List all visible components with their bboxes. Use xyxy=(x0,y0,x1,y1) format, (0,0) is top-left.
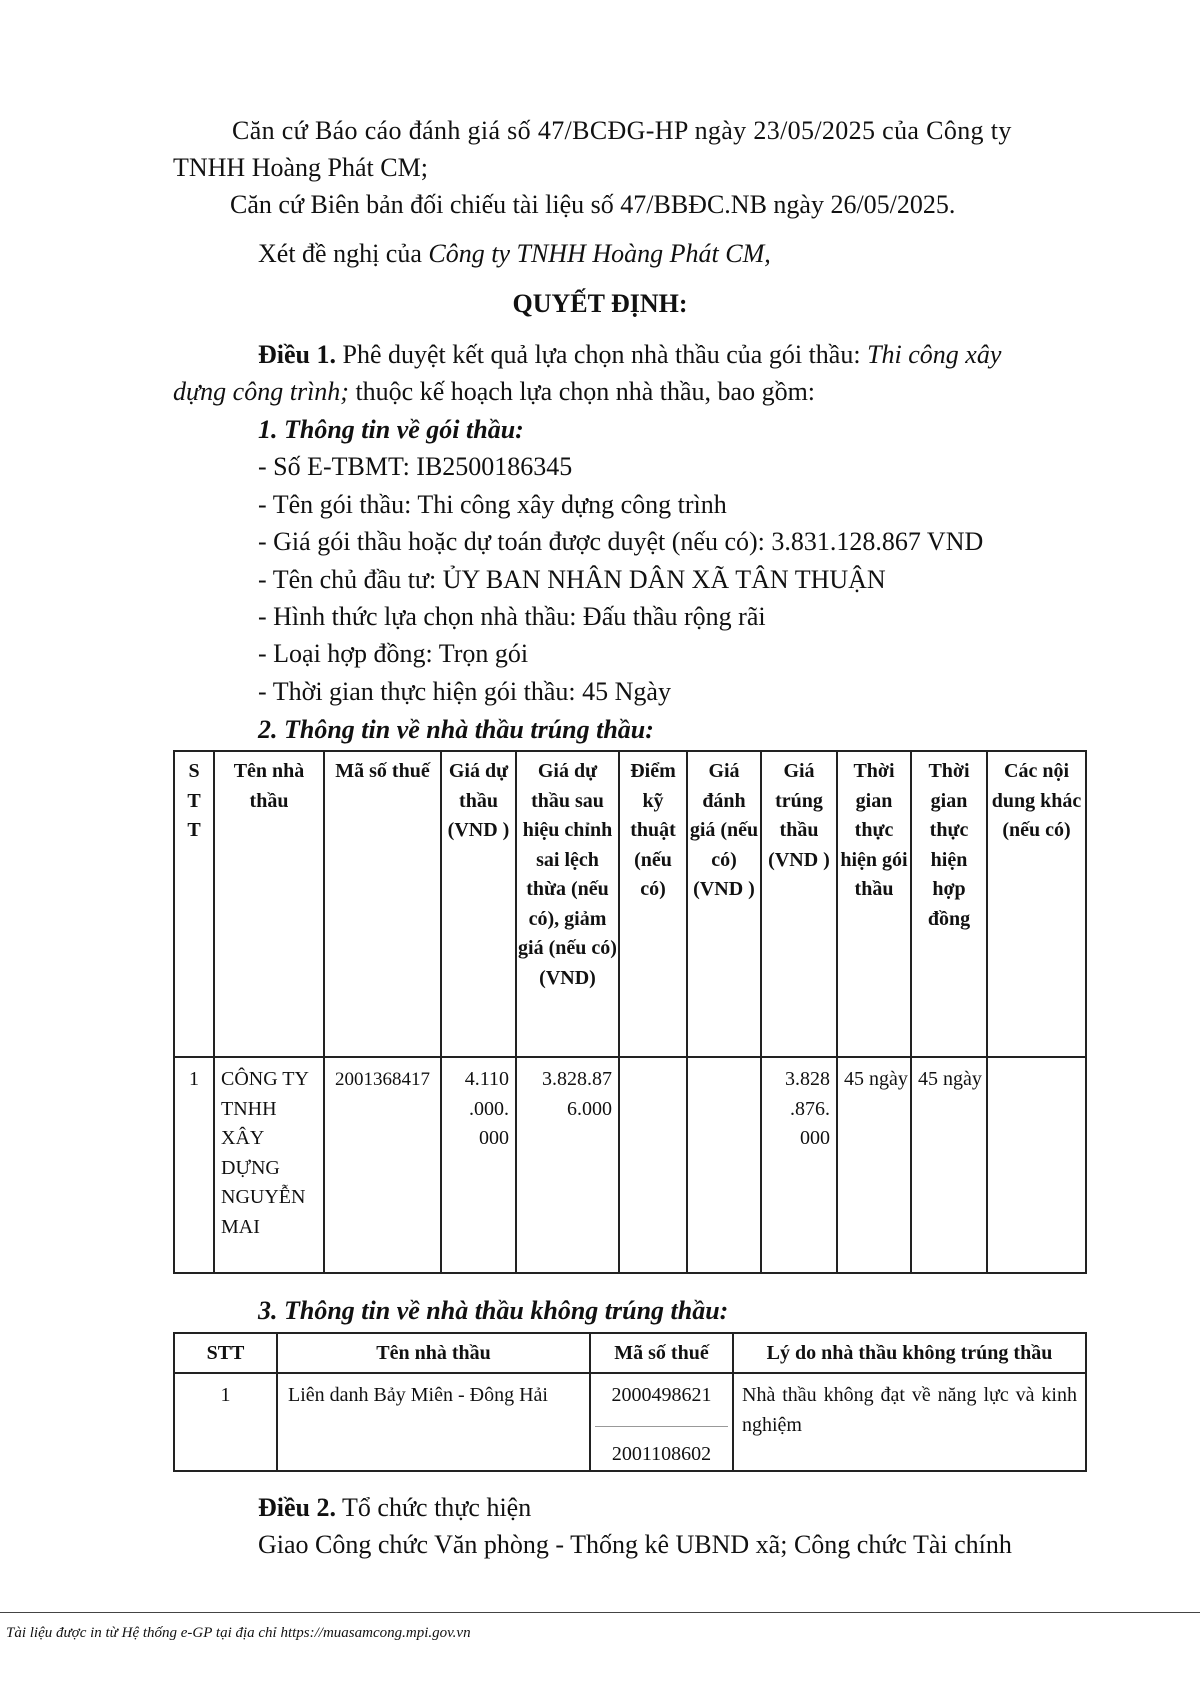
col-header-package-duration: Thời gian thực hiện gói thầu xyxy=(837,751,911,1057)
col-header-bid-price: Giá dự thầu (VND ) xyxy=(441,751,516,1057)
article1-text-b: thuộc kế hoạch lựa chọn nhà thầu, bao gồm: xyxy=(348,377,816,406)
col-header-contractor-name: Tên nhà thầu xyxy=(277,1333,590,1373)
cell-contractor-name: CÔNG TY TNHH XÂY DỰNG NGUYỄN MAI xyxy=(214,1057,324,1273)
proposal-org: Công ty TNHH Hoàng Phát CM, xyxy=(428,239,771,268)
col-header-contract-duration: Thời gian thực hiện hợp đồng xyxy=(911,751,987,1057)
col-header-rejection-reason: Lý do nhà thầu không trúng thầu xyxy=(733,1333,1086,1373)
col-header-stt: S T T xyxy=(174,751,214,1057)
cell-winning-price: 3.828 .876. 000 xyxy=(761,1057,837,1273)
col-header-adjusted-price: Giá dự thầu sau hiệu chỉnh sai lệch thừa (nếu có), giảm giá (nếu có) (VND) xyxy=(516,751,619,1057)
table-row xyxy=(174,1057,1086,1273)
package-info-item: - Thời gian thực hiện gói thầu: 45 Ngày xyxy=(258,677,671,706)
article1-text-a: Phê duyệt kết quả lựa chọn nhà thầu của gói thầu: xyxy=(336,340,868,369)
cell-other xyxy=(987,1057,1086,1273)
article1-package-a: Thi công xây xyxy=(867,340,1002,369)
package-info-item: - Giá gói thầu hoặc dự toán được duyệt (nếu có): 3.831.128.867 VND xyxy=(258,527,984,556)
cell-rejection-reason: Nhà thầu không đạt về năng lực và kinh nghiệm xyxy=(733,1373,1086,1471)
package-info-item: - Số E-TBMT: IB2500186345 xyxy=(258,452,573,481)
col-header-tax-code: Mã số thuế xyxy=(324,751,441,1057)
cell-tax-code: 2001368417 xyxy=(324,1057,441,1273)
article2-line2: Giao Công chức Văn phòng - Thống kê UBND xã; Công chức Tài chính xyxy=(258,1530,1012,1559)
package-info-item: - Loại hợp đồng: Trọn gói xyxy=(258,639,529,668)
article1-line2 xyxy=(173,376,815,408)
cell-evaluated-price xyxy=(687,1057,761,1273)
col-header-stt: STT xyxy=(174,1333,277,1373)
col-header-tax-code: Mã số thuế xyxy=(590,1333,733,1373)
table-row xyxy=(174,1373,1086,1471)
footer-note: Tài liệu được in từ Hệ thống e-GP tại địa chỉ https://muasamcong.mpi.gov.vn xyxy=(6,1625,471,1641)
cell-technical-score xyxy=(619,1057,687,1273)
cell-contractor-name: Liên danh Bảy Miên - Đông Hải xyxy=(277,1373,590,1471)
cell-tax-codes xyxy=(590,1373,733,1471)
col-header-evaluated-price: Giá đánh giá (nếu có) (VND ) xyxy=(687,751,761,1057)
tax-code-2: 2001108602 xyxy=(595,1426,728,1469)
cell-package-duration: 45 ngày xyxy=(837,1057,911,1273)
package-info-item: - Hình thức lựa chọn nhà thầu: Đấu thầu rộng rãi xyxy=(258,602,766,631)
package-info-item: - Tên chủ đầu tư: ỦY BAN NHÂN DÂN XÃ TÂN THUẬN xyxy=(258,565,886,594)
package-info-item: - Tên gói thầu: Thi công xây dựng công trình xyxy=(258,490,727,519)
table-header-row xyxy=(174,1333,1086,1373)
proposal-prefix: Xét đề nghị của xyxy=(258,239,429,268)
article1-line1 xyxy=(258,339,1001,371)
winning-bidder-table xyxy=(173,750,1087,1274)
cell-bid-price: 4.110 .000. 000 xyxy=(441,1057,516,1273)
article2-label: Điều 2. xyxy=(258,1493,336,1522)
tax-code-1: 2000498621 xyxy=(611,1384,712,1406)
section1-heading: 1. Thông tin về gói thầu: xyxy=(258,415,524,444)
col-header-winning-price: Giá trúng thầu (VND ) xyxy=(761,751,837,1057)
cell-contract-duration: 45 ngày xyxy=(911,1057,987,1273)
table-header-row xyxy=(174,751,1086,1057)
col-header-other: Các nội dung khác (nếu có) xyxy=(987,751,1086,1057)
basis-minutes-line: Căn cứ Biên bản đối chiếu tài liệu số 47/BBĐC.NB ngày 26/05/2025. xyxy=(230,190,956,219)
decision-title: QUYẾT ĐỊNH: xyxy=(512,289,688,318)
article1-package-b: dựng công trình; xyxy=(173,377,349,406)
col-header-contractor-name: Tên nhà thầu xyxy=(214,751,324,1057)
section2-heading: 2. Thông tin về nhà thầu trúng thầu: xyxy=(258,715,654,744)
cell-stt: 1 xyxy=(174,1373,277,1471)
cell-adjusted-price: 3.828.87 6.000 xyxy=(516,1057,619,1273)
section3-heading: 3. Thông tin về nhà thầu không trúng thầu: xyxy=(258,1296,729,1325)
article1-label: Điều 1. xyxy=(258,340,336,369)
article2-line1 xyxy=(258,1492,531,1524)
col-header-technical-score: Điểm kỹ thuật (nếu có) xyxy=(619,751,687,1057)
proposal-line xyxy=(258,238,771,270)
footer-divider xyxy=(0,1612,1200,1613)
cell-stt: 1 xyxy=(174,1057,214,1273)
basis-report-line1: Căn cứ Báo cáo đánh giá số 47/BCĐG-HP ngày 23/05/2025 của Công ty xyxy=(232,116,1012,145)
losing-bidder-table xyxy=(173,1332,1087,1472)
basis-report-line2: TNHH Hoàng Phát CM; xyxy=(173,153,428,182)
article2-text: Tổ chức thực hiện xyxy=(336,1493,532,1522)
